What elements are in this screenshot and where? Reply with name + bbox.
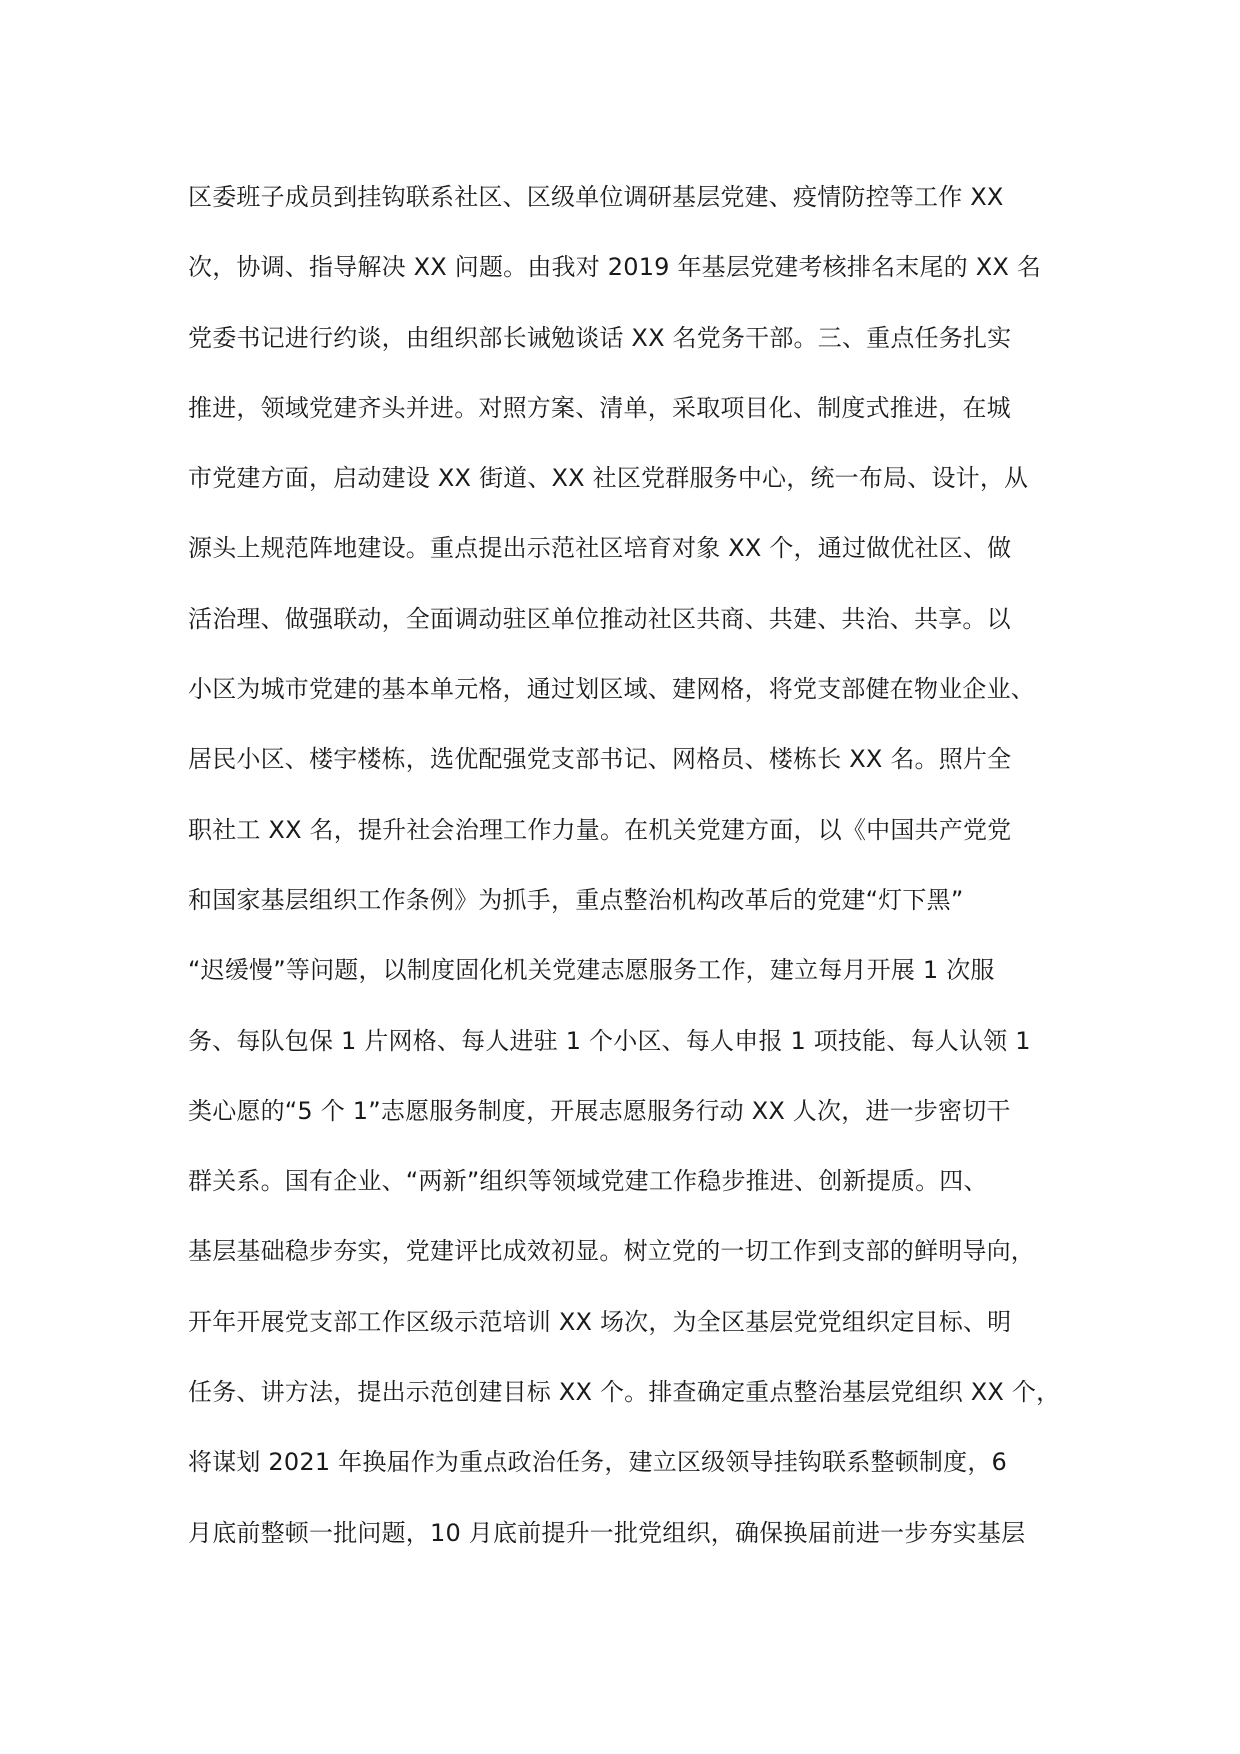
text-line: 活治理、做强联动，全面调动驻区单位推动社区共商、共建、共治、共享。以 bbox=[188, 604, 1011, 633]
text-line: 将谋划 2021 年换届作为重点政治任务，建立区级领导挂钩联系整顿制度，6 bbox=[188, 1448, 1008, 1477]
text-line: 区委班子成员到挂钩联系社区、区级单位调研基层党建、疫情防控等工作 XX bbox=[188, 183, 1004, 211]
text-line: 月底前整顿一批问题，10 月底前提升一批党组织，确保换届前进一步夯实基层 bbox=[188, 1518, 1026, 1547]
text-line: 群关系。国有企业、“两新”组织等领域党建工作稳步推进、创新提质。四、 bbox=[188, 1167, 988, 1196]
body-text bbox=[188, 174, 1088, 1580]
text-line: 开年开展党支部工作区级示范培训 XX 场次，为全区基层党党组织定目标、明 bbox=[188, 1307, 1012, 1336]
text-line: 职社工 XX 名，提升社会治理工作力量。在机关党建方面，以《中国共产党党 bbox=[188, 815, 1012, 844]
text-line: 类心愿的“5 个 1”志愿服务制度，开展志愿服务行动 XX 人次，进一步密切干 bbox=[188, 1096, 1011, 1125]
text-line: 务、每队包保 1 片网格、每人进驻 1 个小区、每人申报 1 项技能、每人认领 1 bbox=[188, 1026, 1031, 1055]
text-line: 和国家基层组织工作条例》为抓手，重点整治机构改革后的党建“灯下黑” bbox=[188, 885, 964, 914]
text-line: 任务、讲方法，提出示范创建目标 XX 个。排查确定重点整治基层党组织 XX 个， bbox=[188, 1378, 1061, 1407]
text-line: “迟缓慢”等问题，以制度固化机关党建志愿服务工作，建立每月开展 1 次服 bbox=[188, 956, 995, 985]
text-line: 市党建方面，启动建设 XX 街道、XX 社区党群服务中心，统一布局、设计，从 bbox=[188, 464, 1029, 493]
text-line: 次，协调、指导解决 XX 问题。由我对 2019 年基层党建考核排名末尾的 XX 名 bbox=[188, 253, 1042, 282]
text-line: 源头上规范阵地建设。重点提出示范社区培育对象 XX 个，通过做优社区、做 bbox=[188, 534, 1012, 563]
text-line: 居民小区、楼宇楼栋，选优配强党支部书记、网格员、楼栋长 XX 名。照片全 bbox=[188, 745, 1012, 774]
text-line: 小区为城市党建的基本单元格，通过划区域、建网格，将党支部健在物业企业、 bbox=[188, 675, 1035, 704]
text-line: 党委书记进行约谈，由组织部长诫勉谈话 XX 名党务干部。三、重点任务扎实 bbox=[188, 323, 1012, 352]
text-line: 推进，领域党建齐头并进。对照方案、清单，采取项目化、制度式推进，在城 bbox=[188, 393, 1011, 422]
text-line: 基层基础稳步夯实，党建评比成效初显。树立党的一切工作到支部的鲜明导向， bbox=[188, 1237, 1035, 1266]
